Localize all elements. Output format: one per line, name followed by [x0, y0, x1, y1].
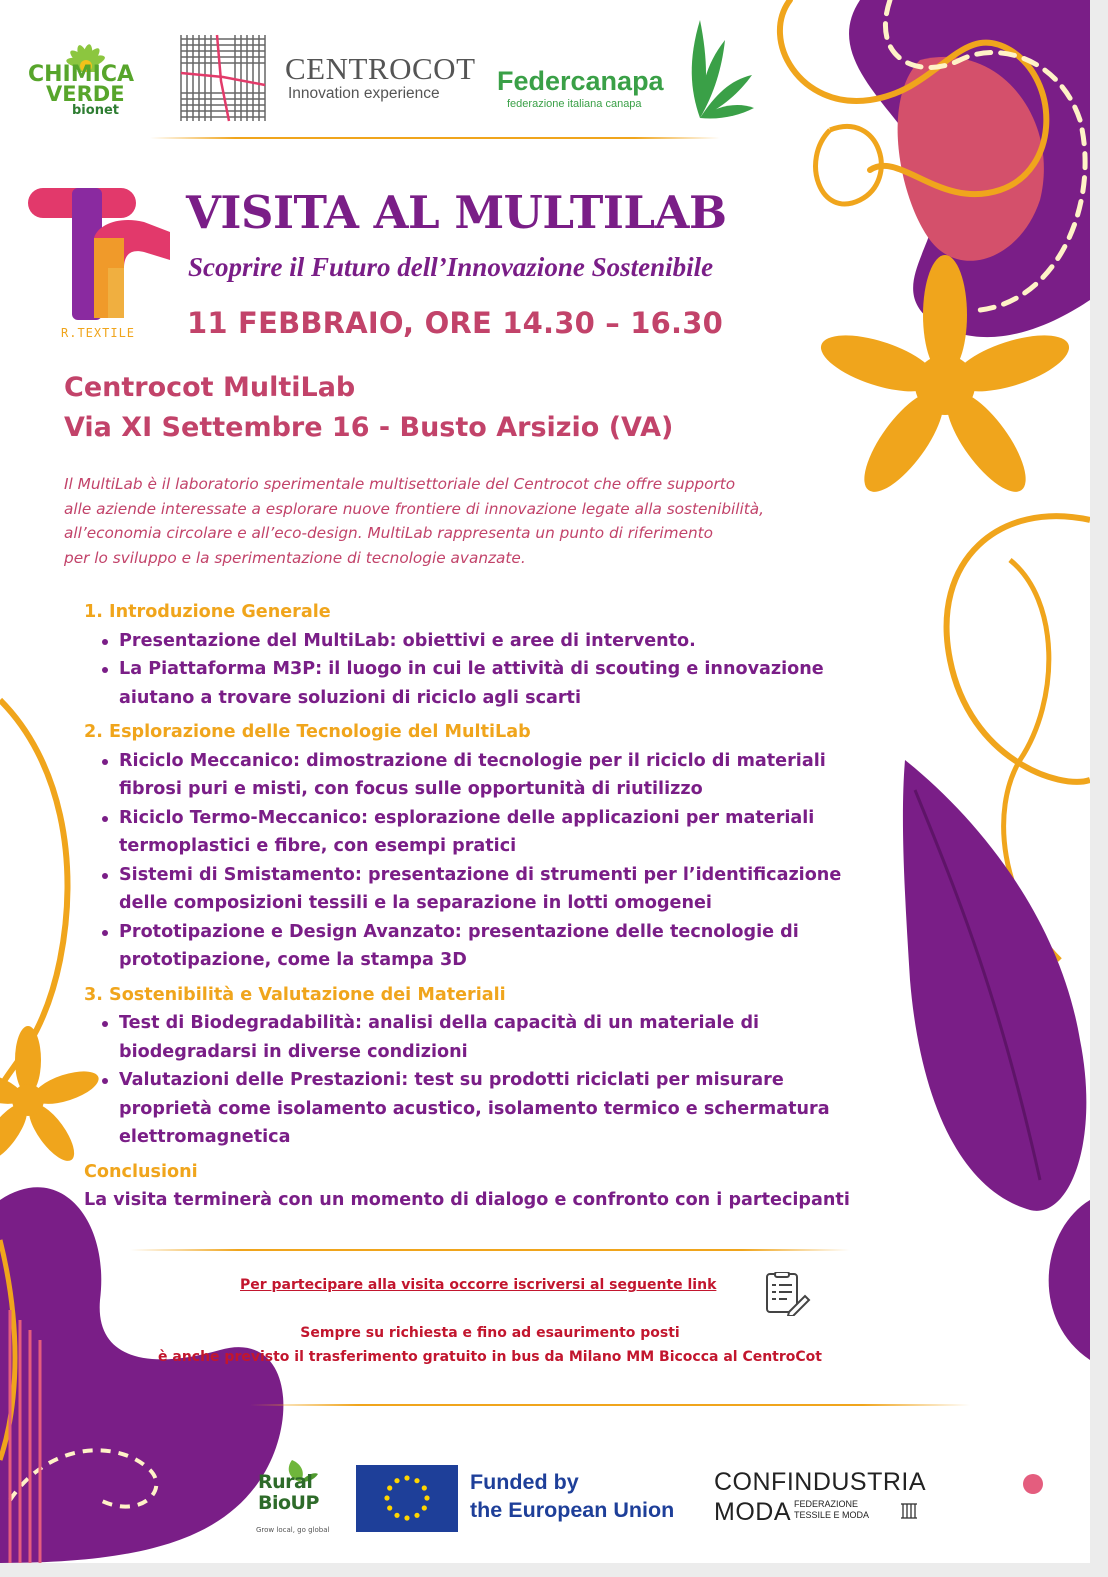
event-datetime: 11 FEBBRAIO, ORE 14.30 – 16.30 [187, 306, 724, 340]
section-title: 2. Esplorazione delle Tecnologie del MultiLab [84, 722, 531, 742]
agenda-item-line: Prototipazione e Design Avanzato: presentazione delle tecnologie di [119, 921, 799, 942]
agenda-item-line: aiutano a trovare soluzioni di riciclo agli scarti [119, 687, 581, 708]
rural-bioup-line1: Rural [258, 1471, 313, 1493]
hemp-leaf-icon [660, 20, 755, 120]
agenda-section-2 [84, 718, 884, 975]
agenda-item-line: Sistemi di Smistamento: presentazione di strumenti per l’identificazione [119, 864, 842, 885]
agenda-item-line: delle composizioni tessili e la separazione in lotti omogenei [119, 893, 712, 913]
form-checklist-icon [763, 1272, 811, 1316]
chimica-verde-line2: VERDE [46, 82, 125, 106]
rural-bioup-tagline: Grow local, go global [256, 1526, 330, 1534]
note-line: Sempre su richiesta e fino ad esaurimento posti [300, 1325, 680, 1341]
agenda-item-line: elettromagnetica [119, 1127, 291, 1147]
agenda-item-line: prototipazione, come la stampa 3D [119, 950, 467, 970]
eu-line2: the European Union [470, 1498, 675, 1522]
agenda [84, 598, 884, 1221]
confindustria-emblem-icon [900, 1502, 918, 1520]
agenda-item [84, 627, 884, 656]
purple-blob-bottom-left [0, 1187, 283, 1563]
registration-divider-top [130, 1249, 850, 1251]
agenda-item-line: Presentazione del MultiLab: obiettivi e aree di intervento. [119, 630, 696, 651]
eu-funding-text [470, 1468, 674, 1524]
bus-transfer-note [100, 1321, 880, 1369]
agenda-item [84, 918, 884, 975]
agenda-item-line: Valutazioni delle Prestazioni: test su prodotti riciclati per misurare [119, 1070, 784, 1090]
rural-bioup-line2: BioUP [258, 1492, 319, 1514]
agenda-item [84, 747, 884, 804]
agenda-item-line: proprietà come isolamento acustico, isolamento termico e schermatura [119, 1098, 830, 1119]
confindustria-moda-logo [714, 1468, 927, 1528]
agenda-item [84, 804, 884, 861]
purple-blob-right-bottom [1049, 1200, 1090, 1360]
agenda-item [84, 1066, 884, 1152]
confindustria-sub [794, 1499, 869, 1521]
agenda-item-line: La Piattaforma M3P: il luogo in cui le attività di scouting e innovazione [119, 659, 824, 679]
agenda-item-line: biodegradarsi in diverse condizioni [119, 1041, 468, 1062]
pink-dot-bottom-right [1023, 1474, 1043, 1494]
page-subtitle: Scoprire il Futuro dell’Innovazione Sostenibile [188, 252, 714, 282]
header-divider [150, 137, 720, 139]
confindustria-sub1: FEDERAZIONE [794, 1499, 859, 1509]
section-title: 3. Sostenibilità e Valutazione dei Materiali [84, 984, 506, 1005]
chimica-verde-line3: bionet [72, 103, 119, 118]
confindustria-line2: MODA [714, 1498, 791, 1526]
chimica-verde-logo [26, 24, 144, 124]
centrocot-tagline: Innovation experience [288, 85, 440, 102]
conclusion-text: La visita terminerà con un momento di dialogo e confronto con i partecipanti [84, 1190, 850, 1210]
eu-line1: Funded by [470, 1470, 579, 1494]
eu-flag-icon [356, 1465, 458, 1532]
orange-loop-top [816, 126, 882, 204]
chimica-verde-line1: CHIMICA [28, 62, 134, 87]
confindustria-line1: CONFINDUSTRIA [714, 1468, 927, 1496]
confindustria-sub2: TESSILE E MODA [794, 1510, 870, 1520]
rural-bioup-name [258, 1472, 319, 1514]
rtextile-mark-icon [28, 188, 178, 323]
rtextile-logo [28, 188, 178, 348]
intro-paragraph [64, 472, 864, 570]
intro-line: Il MultiLab è il laboratorio sperimentale multisettoriale del Centrocot che offre supporto [64, 475, 736, 493]
federcanapa-subtitle: federazione italiana canapa [507, 98, 642, 110]
venue [64, 368, 673, 448]
eu-stars-icon [356, 1465, 458, 1532]
page-title: VISITA AL MULTILAB [186, 186, 727, 239]
centrocot-name: CENTROCOT [285, 51, 476, 86]
registration-link[interactable]: Per partecipare alla visita occorre iscriversi al seguente link [240, 1277, 717, 1293]
rural-bioup-logo [254, 1460, 354, 1540]
agenda-item-line: Test di Biodegradabilità: analisi della capacità di un materiale di [119, 1013, 760, 1033]
agenda-item [84, 861, 884, 918]
rtextile-text: R.TEXTILE [61, 326, 136, 340]
agenda-item [84, 1009, 884, 1066]
federcanapa-name: Federcanapa [497, 66, 664, 96]
federcanapa-logo [495, 20, 755, 124]
intro-line: per lo sviluppo e la sperimentazione di tecnologie avanzate. [64, 548, 526, 567]
agenda-item-line: fibrosi puri e misti, con focus sulle opportunità di riutilizzo [119, 779, 703, 799]
agenda-section-3 [84, 981, 884, 1152]
centrocot-grid-icon [177, 31, 269, 125]
agenda-section-1 [84, 598, 884, 712]
agenda-item-line: Riciclo Termo-Meccanico: esplorazione delle applicazioni per materiali [119, 807, 815, 828]
section-title: Conclusioni [84, 1161, 198, 1182]
footer-divider [250, 1404, 970, 1406]
orange-curve-right [947, 516, 1090, 782]
venue-address: Via XI Settembre 16 - Busto Arsizio (VA) [64, 412, 674, 443]
agenda-item [84, 655, 884, 712]
note-line: è anche previsto il trasferimento gratuito in bus da Milano MM Bicocca al CentroCot [158, 1349, 822, 1365]
agenda-item-line: termoplastici e fibre, con esempi pratici [119, 836, 517, 856]
intro-line: alle aziende interessate a esplorare nuove frontiere di innovazione legate alla sostenibilità, [64, 499, 765, 518]
agenda-item-line: Riciclo Meccanico: dimostrazione di tecnologie per il riciclo di materiali [119, 750, 826, 771]
venue-name: Centrocot MultiLab [64, 372, 356, 403]
intro-line: all’economia circolare e all’eco-design. MultiLab rappresenta un punto di riferimento [64, 524, 714, 542]
agenda-conclusion [84, 1158, 884, 1215]
centrocot-logo [177, 31, 476, 127]
section-title: 1. Introduzione Generale [84, 602, 331, 622]
